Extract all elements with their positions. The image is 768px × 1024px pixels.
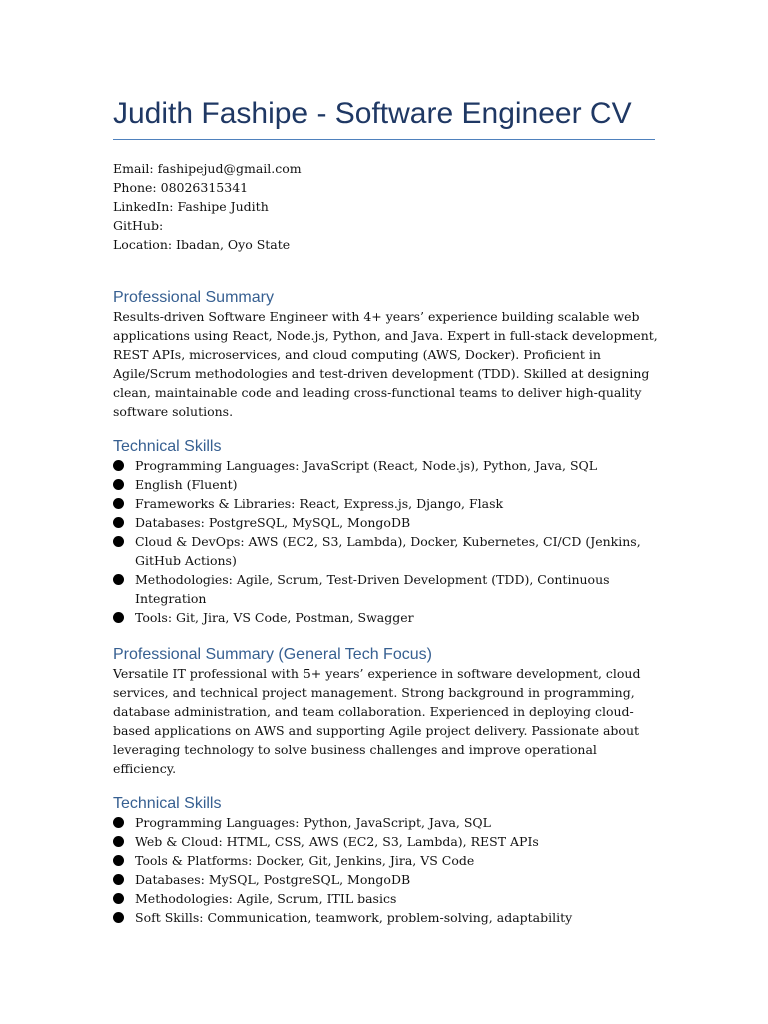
skills-list — [113, 456, 658, 627]
list-item-text: Databases: MySQL, PostgreSQL, MongoDB — [135, 872, 411, 887]
bullet-icon — [113, 517, 124, 528]
section-heading: Technical Skills — [113, 795, 222, 812]
bullet-icon — [113, 874, 124, 885]
list-item-text: Soft Skills: Communication, teamwork, problem-solving, adaptability — [135, 910, 573, 925]
summary-paragraph: Versatile IT professional with 5+ years’ experience in software development, cloud services, and technical project management. Strong background in programming, database administration, and team collaboration. Experienced in deploying cloud-based applications on AWS and supporting Agile project delivery. Passionate about leveraging technology to solve business challenges and improve operational efficiency. — [113, 666, 641, 776]
summary-paragraph: Results-driven Software Engineer with 4+ years’ experience building scalable web applications using React, Node.js, Python, and Java. Expert in full-stack development, REST APIs, microservices, and cloud computing (AWS, Docker). Proficient in Agile/Scrum methodologies and test-driven development (TDD). Skilled at designing clean, maintainable code and leading cross-functional teams to deliver high-quality software solutions. — [113, 309, 658, 419]
bullet-icon — [113, 574, 124, 585]
list-item — [113, 870, 658, 889]
section-professional-summary — [113, 288, 658, 421]
list-item-text: Methodologies: Agile, Scrum, ITIL basics — [135, 891, 397, 906]
list-item-text: Cloud & DevOps: AWS (EC2, S3, Lambda), Docker, Kubernetes, CI/CD (Jenkins, GitHub Actions) — [135, 534, 641, 568]
contact-linkedin: LinkedIn: Fashipe Judith — [113, 199, 269, 214]
list-item — [113, 532, 658, 570]
list-item — [113, 494, 658, 513]
section-professional-summary-general — [113, 645, 658, 778]
skills-list — [113, 813, 658, 927]
list-item-text: Programming Languages: Python, JavaScript, Java, SQL — [135, 815, 491, 830]
list-item — [113, 908, 658, 927]
contact-email: Email: fashipejud@gmail.com — [113, 161, 302, 176]
bullet-icon — [113, 479, 124, 490]
list-item — [113, 456, 658, 475]
section-heading: Professional Summary — [113, 289, 274, 306]
list-item — [113, 832, 658, 851]
bullet-icon — [113, 836, 124, 847]
bullet-icon — [113, 536, 124, 547]
section-technical-skills-general — [113, 794, 658, 927]
list-item-text: Frameworks & Libraries: React, Express.js, Django, Flask — [135, 496, 504, 511]
section-technical-skills — [113, 437, 658, 627]
section-heading: Technical Skills — [113, 438, 222, 455]
list-item — [113, 570, 658, 608]
list-item — [113, 608, 658, 627]
list-item — [113, 851, 658, 870]
contact-block — [113, 159, 658, 254]
bullet-icon — [113, 498, 124, 509]
list-item-text: English (Fluent) — [135, 477, 238, 492]
list-item — [113, 513, 658, 532]
contact-location: Location: Ibadan, Oyo State — [113, 237, 291, 252]
bullet-icon — [113, 855, 124, 866]
bullet-icon — [113, 912, 124, 923]
list-item — [113, 475, 658, 494]
bullet-icon — [113, 817, 124, 828]
section-heading: Professional Summary (General Tech Focus) — [113, 646, 432, 663]
list-item — [113, 813, 658, 832]
bullet-icon — [113, 612, 124, 623]
list-item-text: Methodologies: Agile, Scrum, Test-Driven Development (TDD), Continuous Integration — [135, 572, 610, 606]
list-item-text: Web & Cloud: HTML, CSS, AWS (EC2, S3, Lambda), REST APIs — [135, 834, 539, 849]
bullet-icon — [113, 460, 124, 471]
list-item-text: Tools & Platforms: Docker, Git, Jenkins, Jira, VS Code — [135, 853, 475, 868]
title-underline — [113, 139, 655, 140]
bullet-icon — [113, 893, 124, 904]
document-title: Judith Fashipe - Software Engineer CV — [113, 97, 632, 130]
list-item-text: Programming Languages: JavaScript (React, Node.js), Python, Java, SQL — [135, 458, 598, 473]
list-item — [113, 889, 658, 908]
contact-phone: Phone: 08026315341 — [113, 180, 249, 195]
list-item-text: Databases: PostgreSQL, MySQL, MongoDB — [135, 515, 411, 530]
contact-github: GitHub: — [113, 218, 164, 233]
list-item-text: Tools: Git, Jira, VS Code, Postman, Swagger — [135, 610, 414, 625]
